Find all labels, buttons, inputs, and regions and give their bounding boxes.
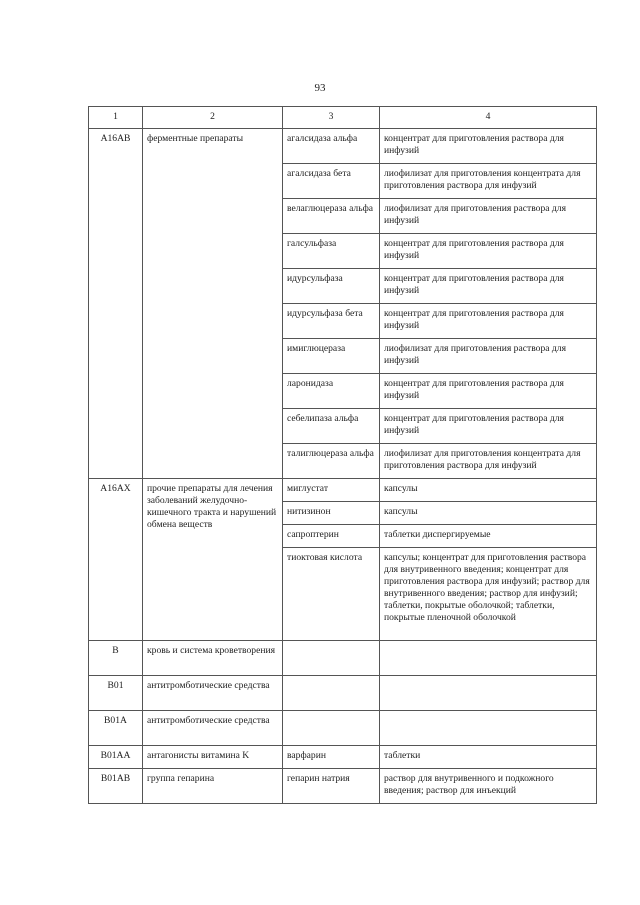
drug-name-cell: ларонидаза — [283, 374, 380, 409]
atc-code-cell: B01AA — [89, 746, 143, 769]
header-col-3: 3 — [283, 107, 380, 129]
dosage-form-cell: лиофилизат для приготовления раствора для инфузий — [380, 339, 597, 374]
dosage-form-cell: капсулы — [380, 479, 597, 502]
group-name-cell: антагонисты витамина K — [143, 746, 283, 769]
dosage-form-cell: концентрат для приготовления раствора для инфузий — [380, 304, 597, 339]
header-col-2: 2 — [143, 107, 283, 129]
drug-name-cell: галсульфаза — [283, 234, 380, 269]
dosage-form-cell: концентрат для приготовления раствора для инфузий — [380, 269, 597, 304]
drug-list-table — [88, 106, 597, 804]
atc-code-cell: B — [89, 641, 143, 676]
drug-name-cell: сапроптерин — [283, 525, 380, 548]
group-name-cell: группа гепарина — [143, 769, 283, 804]
table-row — [89, 769, 597, 804]
drug-name-cell: талиглюцераза альфа — [283, 444, 380, 479]
drug-name-cell: миглустат — [283, 479, 380, 502]
dosage-form-cell: лиофилизат для приготовления концентрата для приготовления раствора для инфузий — [380, 444, 597, 479]
atc-code-cell: B01A — [89, 711, 143, 746]
drug-name-cell: агалсидаза бета — [283, 164, 380, 199]
header-col-4: 4 — [380, 107, 597, 129]
atc-code-cell: B01AB — [89, 769, 143, 804]
dosage-form-cell: лиофилизат для приготовления раствора для инфузий — [380, 199, 597, 234]
drug-name-cell: себелипаза альфа — [283, 409, 380, 444]
dosage-form-cell: концентрат для приготовления раствора для инфузий — [380, 234, 597, 269]
atc-code-cell: B01 — [89, 676, 143, 711]
group-name-cell: прочие препараты для лечения заболеваний желудочно-кишечного тракта и нарушений обмена веществ — [143, 479, 283, 641]
atc-code-cell: A16AB — [89, 129, 143, 479]
group-name-cell: ферментные препараты — [143, 129, 283, 479]
table-row — [89, 641, 597, 676]
dosage-form-cell: капсулы — [380, 502, 597, 525]
table-row — [89, 676, 597, 711]
table-row — [89, 479, 597, 502]
dosage-form-cell — [380, 711, 597, 746]
drug-name-cell — [283, 711, 380, 746]
table-header-row — [89, 107, 597, 129]
drug-name-cell: гепарин натрия — [283, 769, 380, 804]
dosage-form-cell: таблетки — [380, 746, 597, 769]
drug-name-cell: тиоктовая кислота — [283, 548, 380, 641]
dosage-form-cell: раствор для внутривенного и подкожного введения; раствор для инъекций — [380, 769, 597, 804]
table-row — [89, 746, 597, 769]
dosage-form-cell: таблетки диспергируемые — [380, 525, 597, 548]
group-name-cell: антитромботические средства — [143, 711, 283, 746]
drug-name-cell: велаглюцераза альфа — [283, 199, 380, 234]
dosage-form-cell: концентрат для приготовления раствора для инфузий — [380, 409, 597, 444]
drug-name-cell: идурсульфаза бета — [283, 304, 380, 339]
drug-name-cell — [283, 676, 380, 711]
dosage-form-cell: концентрат для приготовления раствора для инфузий — [380, 374, 597, 409]
dosage-form-cell — [380, 641, 597, 676]
dosage-form-cell — [380, 676, 597, 711]
table-row — [89, 129, 597, 164]
page-number: 93 — [314, 82, 326, 94]
atc-code-cell: A16AX — [89, 479, 143, 641]
table-row — [89, 711, 597, 746]
header-col-1: 1 — [89, 107, 143, 129]
drug-name-cell: идурсульфаза — [283, 269, 380, 304]
dosage-form-cell: капсулы; концентрат для приготовления раствора для внутривенного введения; концентрат для приготовления раствора для инфузий; раствор для внутривенного введения; раствор для инфузий; таблетки, покрытые оболочкой; таблетки, покрытые пленочной оболочкой — [380, 548, 597, 641]
dosage-form-cell: лиофилизат для приготовления концентрата для приготовления раствора для инфузий — [380, 164, 597, 199]
dosage-form-cell: концентрат для приготовления раствора для инфузий — [380, 129, 597, 164]
drug-name-cell — [283, 641, 380, 676]
drug-name-cell: нитизинон — [283, 502, 380, 525]
drug-name-cell: имиглюцераза — [283, 339, 380, 374]
table-body — [89, 129, 597, 804]
drug-name-cell: агалсидаза альфа — [283, 129, 380, 164]
group-name-cell: кровь и система кроветворения — [143, 641, 283, 676]
group-name-cell: антитромботические средства — [143, 676, 283, 711]
drug-name-cell: варфарин — [283, 746, 380, 769]
